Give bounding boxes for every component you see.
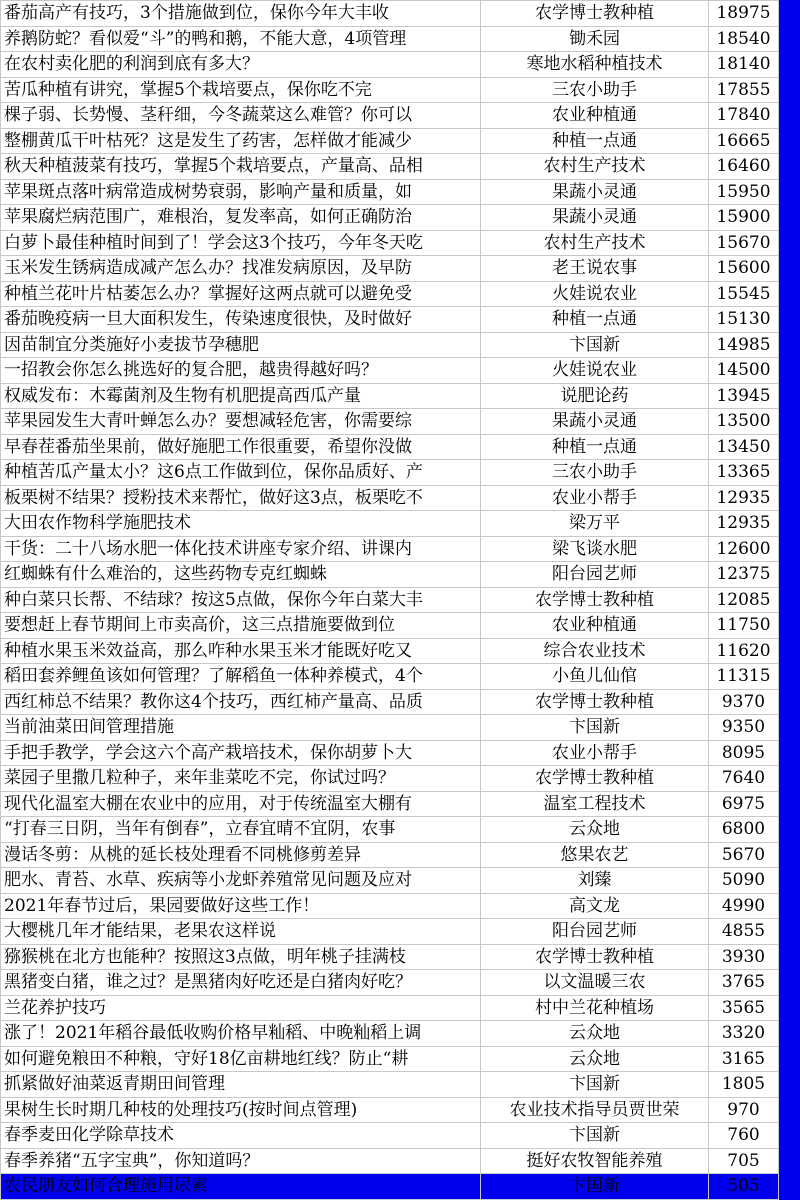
article-title-cell[interactable]: 整棚黄瓜干叶枯死？这是发生了药害，怎样做才能减少 — [1, 128, 481, 154]
account-name-cell[interactable]: 寒地水稻种植技术 — [481, 52, 709, 78]
table-row[interactable] — [1, 154, 779, 180]
account-name-cell[interactable]: 农学博士教种植 — [481, 766, 709, 792]
read-count-cell[interactable]: 760 — [709, 1123, 779, 1149]
account-name-cell[interactable]: 村中兰花种植场 — [481, 995, 709, 1021]
article-title-cell[interactable]: 苹果腐烂病范围广，难根治，复发率高，如何正确防治 — [1, 205, 481, 231]
table-row[interactable] — [1, 944, 779, 970]
account-name-cell[interactable]: 种植一点通 — [481, 434, 709, 460]
article-title-cell[interactable]: 稻田套养鲤鱼该如何管理？了解稻鱼一体种养模式，4个 — [1, 664, 481, 690]
table-row[interactable] — [1, 995, 779, 1021]
read-count-cell[interactable]: 12935 — [709, 485, 779, 511]
table-row[interactable] — [1, 842, 779, 868]
article-title-cell[interactable]: 黑猪变白猪，谁之过？是黑猪肉好吃还是白猪肉好吃？ — [1, 970, 481, 996]
article-title-cell[interactable]: 养鹅防蛇？看似爱“斗”的鸭和鹅，不能大意，4项管理 — [1, 26, 481, 52]
table-row[interactable] — [1, 26, 779, 52]
table-row[interactable] — [1, 383, 779, 409]
account-name-cell[interactable]: 高文龙 — [481, 893, 709, 919]
table-row[interactable] — [1, 409, 779, 435]
account-name-cell[interactable]: 农村生产技术 — [481, 230, 709, 256]
read-count-cell[interactable]: 16665 — [709, 128, 779, 154]
article-title-cell[interactable]: 如何避免粮田不种粮，守好18亿亩耕地红线？防止“耕 — [1, 1046, 481, 1072]
article-title-cell[interactable]: 番茄晚疫病一旦大面积发生，传染速度很快，及时做好 — [1, 307, 481, 333]
table-row[interactable] — [1, 613, 779, 639]
account-name-cell[interactable]: 果蔬小灵通 — [481, 205, 709, 231]
read-count-cell[interactable]: 12085 — [709, 587, 779, 613]
read-count-cell[interactable]: 7640 — [709, 766, 779, 792]
account-name-cell[interactable]: 种植一点通 — [481, 307, 709, 333]
table-row[interactable] — [1, 740, 779, 766]
account-name-cell[interactable]: 悠果农艺 — [481, 842, 709, 868]
article-title-cell[interactable]: 漫话冬剪：从桃的延长枝处理看不同桃修剪差异 — [1, 842, 481, 868]
table-row[interactable] — [1, 1072, 779, 1098]
article-title-cell[interactable]: 种植兰花叶片枯萎怎么办？掌握好这两点就可以避免受 — [1, 281, 481, 307]
read-count-cell[interactable]: 11620 — [709, 638, 779, 664]
account-name-cell[interactable]: 农学博士教种植 — [481, 689, 709, 715]
account-name-cell[interactable]: 云众地 — [481, 1046, 709, 1072]
article-title-cell[interactable]: 兰花养护技巧 — [1, 995, 481, 1021]
table-row[interactable] — [1, 664, 779, 690]
table-row[interactable] — [1, 1148, 779, 1174]
read-count-cell[interactable]: 12375 — [709, 562, 779, 588]
read-count-cell[interactable]: 9370 — [709, 689, 779, 715]
table-row[interactable] — [1, 817, 779, 843]
account-name-cell[interactable]: 农业种植通 — [481, 103, 709, 129]
read-count-cell[interactable]: 4855 — [709, 919, 779, 945]
article-title-cell[interactable]: 在农村卖化肥的利润到底有多大？ — [1, 52, 481, 78]
article-title-cell[interactable]: 棵子弱、长势慢、茎秆细，今冬蔬菜这么难管？你可以 — [1, 103, 481, 129]
read-count-cell[interactable]: 13500 — [709, 409, 779, 435]
read-count-cell[interactable]: 705 — [709, 1148, 779, 1174]
read-count-cell[interactable]: 13450 — [709, 434, 779, 460]
table-row[interactable] — [1, 307, 779, 333]
table-row[interactable] — [1, 1, 779, 27]
table-row[interactable] — [1, 587, 779, 613]
read-count-cell[interactable]: 16460 — [709, 154, 779, 180]
read-count-cell[interactable]: 3765 — [709, 970, 779, 996]
read-count-cell[interactable]: 6975 — [709, 791, 779, 817]
table-row[interactable] — [1, 179, 779, 205]
table-row[interactable] — [1, 52, 779, 78]
article-title-cell[interactable]: 春季麦田化学除草技术 — [1, 1123, 481, 1149]
account-name-cell[interactable]: 农业技术指导员贾世荣 — [481, 1097, 709, 1123]
article-title-cell[interactable]: 春季养猪“五字宝典”，你知道吗？ — [1, 1148, 481, 1174]
table-row[interactable] — [1, 766, 779, 792]
account-name-cell[interactable]: 卞国新 — [481, 1123, 709, 1149]
read-count-cell[interactable]: 18140 — [709, 52, 779, 78]
table-row[interactable] — [1, 1097, 779, 1123]
read-count-cell[interactable]: 9350 — [709, 715, 779, 741]
article-title-cell[interactable]: 农民朋友如何合理施用尿素 — [1, 1174, 481, 1200]
article-title-cell[interactable]: 一招教会你怎么挑选好的复合肥，越贵得越好吗？ — [1, 358, 481, 384]
table-row[interactable] — [1, 358, 779, 384]
read-count-cell[interactable]: 3565 — [709, 995, 779, 1021]
article-title-cell[interactable]: 板栗树不结果？授粉技术来帮忙，做好这3点，板栗吃不 — [1, 485, 481, 511]
table-row[interactable] — [1, 970, 779, 996]
account-name-cell[interactable]: 三农小助手 — [481, 77, 709, 103]
account-name-cell[interactable]: 阳台园艺师 — [481, 919, 709, 945]
read-count-cell[interactable]: 15600 — [709, 256, 779, 282]
account-name-cell[interactable]: 卞国新 — [481, 1174, 709, 1200]
read-count-cell[interactable]: 18975 — [709, 1, 779, 27]
table-row[interactable] — [1, 919, 779, 945]
read-count-cell[interactable]: 15950 — [709, 179, 779, 205]
table-row[interactable] — [1, 715, 779, 741]
article-title-cell[interactable]: 2021年春节过后，果园要做好这些工作！ — [1, 893, 481, 919]
article-title-cell[interactable]: 因苗制宜分类施好小麦拔节孕穗肥 — [1, 332, 481, 358]
article-title-cell[interactable]: 白萝卜最佳种植时间到了！学会这3个技巧，今年冬天吃 — [1, 230, 481, 256]
article-title-cell[interactable]: 猕猴桃在北方也能种？按照这3点做，明年桃子挂满枝 — [1, 944, 481, 970]
account-name-cell[interactable]: 卞国新 — [481, 1072, 709, 1098]
article-title-cell[interactable]: 种植苦瓜产量太小？这6点工作做到位，保你品质好、产 — [1, 460, 481, 486]
account-name-cell[interactable]: 小鱼儿仙倌 — [481, 664, 709, 690]
table-row[interactable] — [1, 332, 779, 358]
account-name-cell[interactable]: 农业小帮手 — [481, 485, 709, 511]
read-count-cell[interactable]: 12935 — [709, 511, 779, 537]
account-name-cell[interactable]: 农学博士教种植 — [481, 1, 709, 27]
table-row[interactable] — [1, 485, 779, 511]
account-name-cell[interactable]: 种植一点通 — [481, 128, 709, 154]
read-count-cell[interactable]: 13945 — [709, 383, 779, 409]
read-count-cell[interactable]: 15545 — [709, 281, 779, 307]
article-title-cell[interactable]: 菜园子里撒几粒种子，来年韭菜吃不完，你试过吗？ — [1, 766, 481, 792]
read-count-cell[interactable]: 4990 — [709, 893, 779, 919]
table-row[interactable] — [1, 256, 779, 282]
table-row[interactable] — [1, 562, 779, 588]
account-name-cell[interactable]: 火娃说农业 — [481, 358, 709, 384]
article-title-cell[interactable]: 番茄高产有技巧，3个措施做到位，保你今年大丰收 — [1, 1, 481, 27]
table-row[interactable] — [1, 230, 779, 256]
read-count-cell[interactable]: 11315 — [709, 664, 779, 690]
table-row[interactable] — [1, 205, 779, 231]
table-row[interactable] — [1, 893, 779, 919]
article-title-cell[interactable]: 苦瓜种植有讲究，掌握5个栽培要点，保你吃不完 — [1, 77, 481, 103]
account-name-cell[interactable]: 阳台园艺师 — [481, 562, 709, 588]
account-name-cell[interactable]: 农业种植通 — [481, 613, 709, 639]
table-row[interactable] — [1, 128, 779, 154]
table-row[interactable] — [1, 1021, 779, 1047]
article-title-cell[interactable]: 大樱桃几年才能结果，老果农这样说 — [1, 919, 481, 945]
article-title-cell[interactable]: 苹果园发生大青叶蝉怎么办？要想减轻危害，你需要综 — [1, 409, 481, 435]
read-count-cell[interactable]: 1805 — [709, 1072, 779, 1098]
account-name-cell[interactable]: 梁飞谈水肥 — [481, 536, 709, 562]
table-row[interactable] — [1, 460, 779, 486]
read-count-cell[interactable]: 17855 — [709, 77, 779, 103]
read-count-cell[interactable]: 13365 — [709, 460, 779, 486]
article-title-cell[interactable]: 涨了！2021年稻谷最低收购价格早籼稻、中晚籼稻上调 — [1, 1021, 481, 1047]
table-row[interactable] — [1, 791, 779, 817]
article-title-cell[interactable]: 大田农作物科学施肥技术 — [1, 511, 481, 537]
table-row[interactable] — [1, 281, 779, 307]
table-row[interactable] — [1, 536, 779, 562]
article-title-cell[interactable]: 苹果斑点落叶病常造成树势衰弱，影响产量和质量，如 — [1, 179, 481, 205]
read-count-cell[interactable]: 15670 — [709, 230, 779, 256]
table-row[interactable] — [1, 868, 779, 894]
table-row[interactable] — [1, 689, 779, 715]
account-name-cell[interactable]: 火娃说农业 — [481, 281, 709, 307]
account-name-cell[interactable]: 挺好农牧智能养殖 — [481, 1148, 709, 1174]
article-title-cell[interactable]: 红蜘蛛有什么难治的，这些药物专克红蜘蛛 — [1, 562, 481, 588]
article-title-cell[interactable]: 早春茬番茄坐果前，做好施肥工作很重要，希望你没做 — [1, 434, 481, 460]
account-name-cell[interactable]: 三农小助手 — [481, 460, 709, 486]
table-row[interactable] — [1, 511, 779, 537]
account-name-cell[interactable]: 梁万平 — [481, 511, 709, 537]
account-name-cell[interactable]: 果蔬小灵通 — [481, 409, 709, 435]
read-count-cell[interactable]: 11750 — [709, 613, 779, 639]
table-row[interactable] — [1, 434, 779, 460]
account-name-cell[interactable]: 农学博士教种植 — [481, 944, 709, 970]
read-count-cell[interactable]: 17840 — [709, 103, 779, 129]
article-title-cell[interactable]: 权威发布：木霉菌剂及生物有机肥提高西瓜产量 — [1, 383, 481, 409]
read-count-cell[interactable]: 3930 — [709, 944, 779, 970]
table-row[interactable] — [1, 103, 779, 129]
table-row[interactable] — [1, 1123, 779, 1149]
article-title-cell[interactable]: 玉米发生锈病造成减产怎么办？找准发病原因，及早防 — [1, 256, 481, 282]
article-title-cell[interactable]: “打春三日阴，当年有倒春”，立春宜晴不宜阴，农事 — [1, 817, 481, 843]
account-name-cell[interactable]: 刘臻 — [481, 868, 709, 894]
table-row[interactable] — [1, 1046, 779, 1072]
read-count-cell[interactable]: 3165 — [709, 1046, 779, 1072]
article-title-cell[interactable]: 要想赶上春节期间上市卖高价，这三点措施要做到位 — [1, 613, 481, 639]
article-title-cell[interactable]: 手把手教学，学会这六个高产栽培技术，保你胡萝卜大 — [1, 740, 481, 766]
table-row[interactable] — [1, 638, 779, 664]
read-count-cell[interactable]: 6800 — [709, 817, 779, 843]
table-row[interactable] — [1, 77, 779, 103]
account-name-cell[interactable]: 云众地 — [481, 817, 709, 843]
table-body — [1, 1, 779, 1200]
read-count-cell[interactable]: 970 — [709, 1097, 779, 1123]
article-title-cell[interactable]: 干货：二十八场水肥一体化技术讲座专家介绍、讲课内 — [1, 536, 481, 562]
read-count-cell[interactable]: 14985 — [709, 332, 779, 358]
account-name-cell[interactable]: 综合农业技术 — [481, 638, 709, 664]
account-name-cell[interactable]: 农村生产技术 — [481, 154, 709, 180]
account-name-cell[interactable]: 卞国新 — [481, 715, 709, 741]
article-title-cell[interactable]: 肥水、青苔、水草、疾病等小龙虾养殖常见问题及应对 — [1, 868, 481, 894]
article-title-cell[interactable]: 种白菜只长帮、不结球？按这5点做，保你今年白菜大丰 — [1, 587, 481, 613]
account-name-cell[interactable]: 说肥论药 — [481, 383, 709, 409]
account-name-cell[interactable]: 卞国新 — [481, 332, 709, 358]
read-count-cell[interactable]: 15130 — [709, 307, 779, 333]
article-title-cell[interactable]: 现代化温室大棚在农业中的应用，对于传统温室大棚有 — [1, 791, 481, 817]
read-count-cell[interactable]: 5090 — [709, 868, 779, 894]
read-count-cell[interactable]: 5670 — [709, 842, 779, 868]
article-title-cell[interactable]: 西红柿总不结果？教你这4个技巧，西红柿产量高、品质 — [1, 689, 481, 715]
read-count-cell[interactable]: 8095 — [709, 740, 779, 766]
read-count-cell[interactable]: 14500 — [709, 358, 779, 384]
account-name-cell[interactable]: 果蔬小灵通 — [481, 179, 709, 205]
account-name-cell[interactable]: 云众地 — [481, 1021, 709, 1047]
account-name-cell[interactable]: 温室工程技术 — [481, 791, 709, 817]
read-count-cell[interactable]: 15900 — [709, 205, 779, 231]
article-title-cell[interactable]: 秋天种植菠菜有技巧，掌握5个栽培要点，产量高、品相 — [1, 154, 481, 180]
article-title-cell[interactable]: 果树生长时期几种枝的处理技巧(按时间点管理) — [1, 1097, 481, 1123]
account-name-cell[interactable]: 锄禾园 — [481, 26, 709, 52]
read-count-cell[interactable]: 12600 — [709, 536, 779, 562]
article-title-cell[interactable]: 抓紧做好油菜返青期田间管理 — [1, 1072, 481, 1098]
read-count-cell[interactable]: 505 — [709, 1174, 779, 1200]
account-name-cell[interactable]: 农业小帮手 — [481, 740, 709, 766]
article-title-cell[interactable]: 当前油菜田间管理措施 — [1, 715, 481, 741]
read-count-cell[interactable]: 18540 — [709, 26, 779, 52]
account-name-cell[interactable]: 以文温暖三农 — [481, 970, 709, 996]
account-name-cell[interactable]: 农学博士教种植 — [481, 587, 709, 613]
read-count-cell[interactable]: 3320 — [709, 1021, 779, 1047]
table-row[interactable] — [1, 1174, 779, 1200]
article-title-cell[interactable]: 种植水果玉米效益高，那么咋种水果玉米才能既好吃又 — [1, 638, 481, 664]
account-name-cell[interactable]: 老王说农事 — [481, 256, 709, 282]
